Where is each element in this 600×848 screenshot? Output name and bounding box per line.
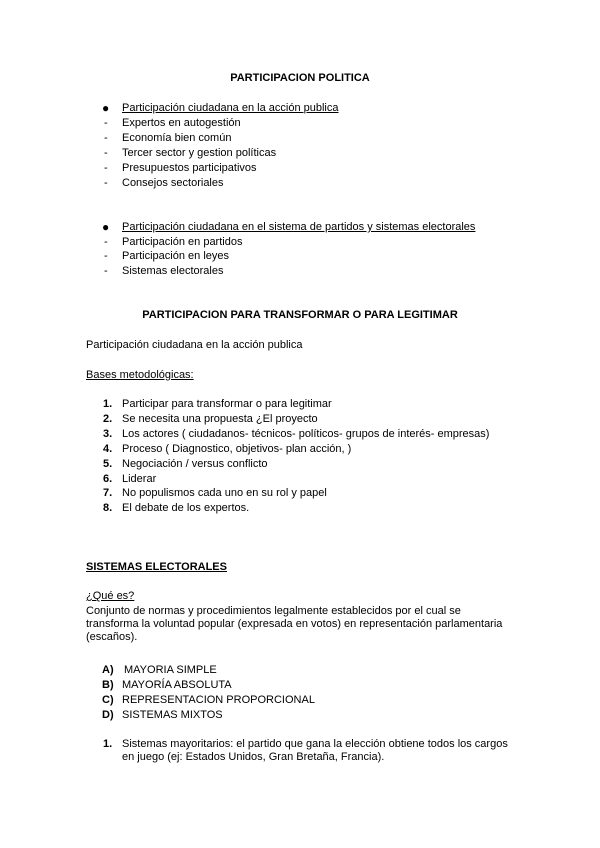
bases-label: Bases metodológicas: — [86, 369, 194, 381]
group1-heading: Participación ciudadana en la acción publica — [122, 102, 339, 114]
group2-heading: Participación ciudadana en el sistema de partidos y sistemas electorales — [122, 221, 476, 233]
document-page: PARTICIPACION POLITICA ● Participación ciudadana en la acción publica - Expertos en autogestión - Economía bien común - Tercer sector y gestion políticas - Presupuestos participativos - Consejos sectoriales ● Participación ciudadana en el sistema de partidos y sistemas electorales - Participación en partidos - Participación en leyes - Sistemas electorales PARTICIPACION PARA TRANSFORMAR O PARA LEGITIMAR Participación ciudadana en la acción publica Bases metodológicas: 1. Participar para transformar o para legitimar 2. Se necesita una propuesta ¿El proyecto 3. Los actores ( ciudadanos- técnicos- políticos- grupos de interés- empresas) 4. Proceso ( Diagnostico, objetivos- plan acción, ) 5. Negociación / versus conflicto 6. Liderar 7. No populismos cada uno en su rol y papel 8. El debate de los expertos. SISTEMAS ELECTORALES ¿Qué es? Conjunto de normas y procedimientos legalmente establecidos por el cual se transforma la voluntad popular (expresada en votos) en representación parlamentaria (escaños). A) MAYORIA SIMPLE B) MAYORÍA ABSOLUTA C) REPRESENTACION PROPORCIONAL D) SISTEMAS MIXTOS 1. Sistemas mayoritarios: el partido que gana la elección obtiene todos los cargos en juego (ej: Estados Unidos, Gran Bretaña, Francia). — [0, 0, 600, 848]
question-label: ¿Qué es? — [86, 590, 135, 602]
section3-title: SISTEMAS ELECTORALES — [86, 561, 227, 573]
section2-title: PARTICIPACION PARA TRANSFORMAR O PARA LEGITIMAR — [142, 309, 458, 321]
section2-intro: Participación ciudadana en la acción publica — [86, 339, 303, 351]
bullet-icon: ● — [102, 101, 110, 115]
bullet-icon: ● — [102, 220, 110, 234]
definition-text: Conjunto de normas y procedimientos legalmente establecidos por el cual se transforma la voluntad popular (expresada en votos) en representación parlamentaria (escaños). — [86, 605, 503, 643]
page-title: PARTICIPACION POLITICA — [230, 72, 370, 84]
